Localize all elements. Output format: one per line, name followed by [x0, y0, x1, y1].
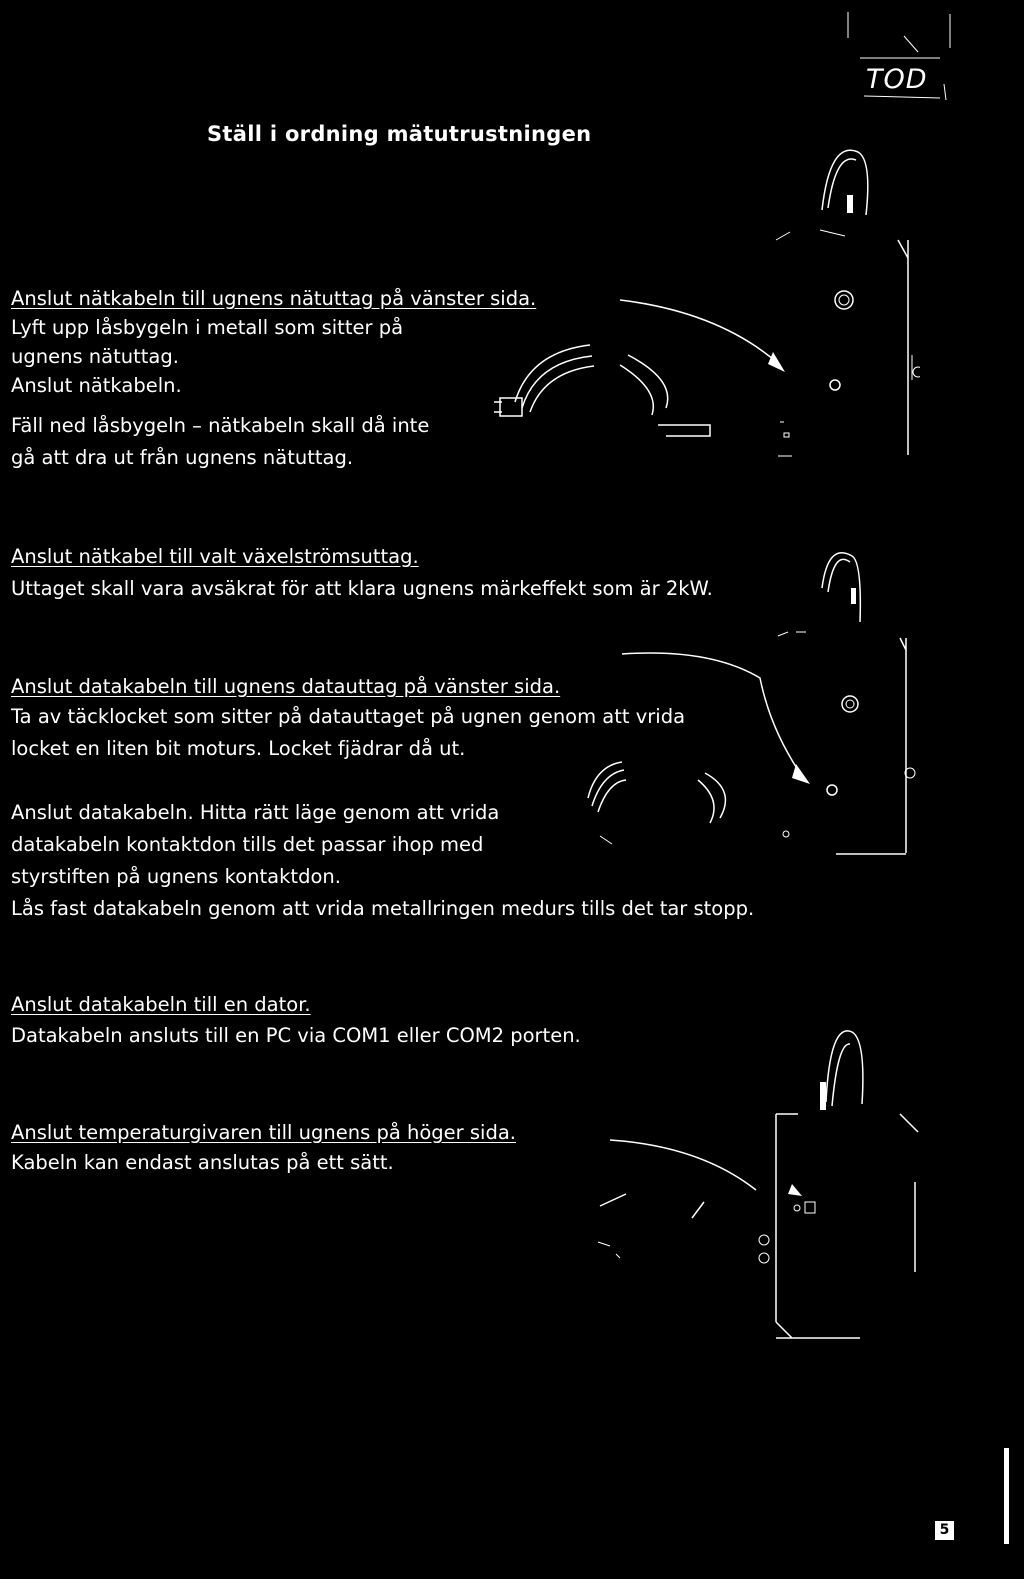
section-1-line: ugnens nätuttag.: [11, 345, 179, 368]
page-title: Ställ i ordning mätutrustningen: [207, 122, 592, 146]
logo-text: TOD: [866, 64, 928, 95]
section-1-line: Fäll ned låsbygeln – nätkabeln skall då inte: [11, 414, 430, 437]
section-4-line: datakabeln kontaktdon tills det passar ihop med: [11, 833, 484, 856]
section-3-line: Ta av täcklocket som sitter på datauttaget på ugnen genom att vrida: [11, 705, 686, 728]
section-5-line: Datakabeln ansluts till en PC via COM1 eller COM2 porten.: [11, 1024, 581, 1047]
section-5-heading: Anslut datakabeln till en dator.: [11, 993, 311, 1016]
section-2-line: Uttaget skall vara avsäkrat för att klara ugnens märkeffekt som är 2kW.: [11, 577, 713, 600]
section-6-heading: Anslut temperaturgivaren till ugnens på höger sida.: [11, 1121, 516, 1144]
section-1-line: Lyft upp låsbygeln i metall som sitter på: [11, 316, 404, 339]
section-1-heading: Anslut nätkabeln till ugnens nätuttag på vänster sida.: [11, 287, 537, 310]
section-4-line: Anslut datakabeln. Hitta rätt läge genom att vrida: [11, 801, 500, 824]
section-4-line: Lås fast datakabeln genom att vrida metallringen medurs tills det tar stopp.: [11, 897, 755, 920]
section-1-line: gå att dra ut från ugnens nätuttag.: [11, 446, 354, 469]
oven-power-cable-illustration: [480, 140, 920, 470]
section-1-line: Anslut nätkabeln.: [11, 374, 182, 397]
section-3-heading: Anslut datakabeln till ugnens datauttag på vänster sida.: [11, 675, 561, 698]
section-6-line: Kabeln kan endast anslutas på ett sätt.: [11, 1151, 394, 1174]
section-2-heading: Anslut nätkabel till valt växelströmsuttag.: [11, 545, 419, 568]
page-edge-bar: [1004, 1448, 1009, 1544]
page-number: 5: [935, 1521, 954, 1540]
section-3-line: locket en liten bit moturs. Locket fjädrar då ut.: [11, 737, 466, 760]
oven-data-cable-illustration: [560, 548, 920, 868]
section-4-line: styrstiften på ugnens kontaktdon.: [11, 865, 341, 888]
oven-temperature-sensor-illustration: [580, 1022, 920, 1352]
